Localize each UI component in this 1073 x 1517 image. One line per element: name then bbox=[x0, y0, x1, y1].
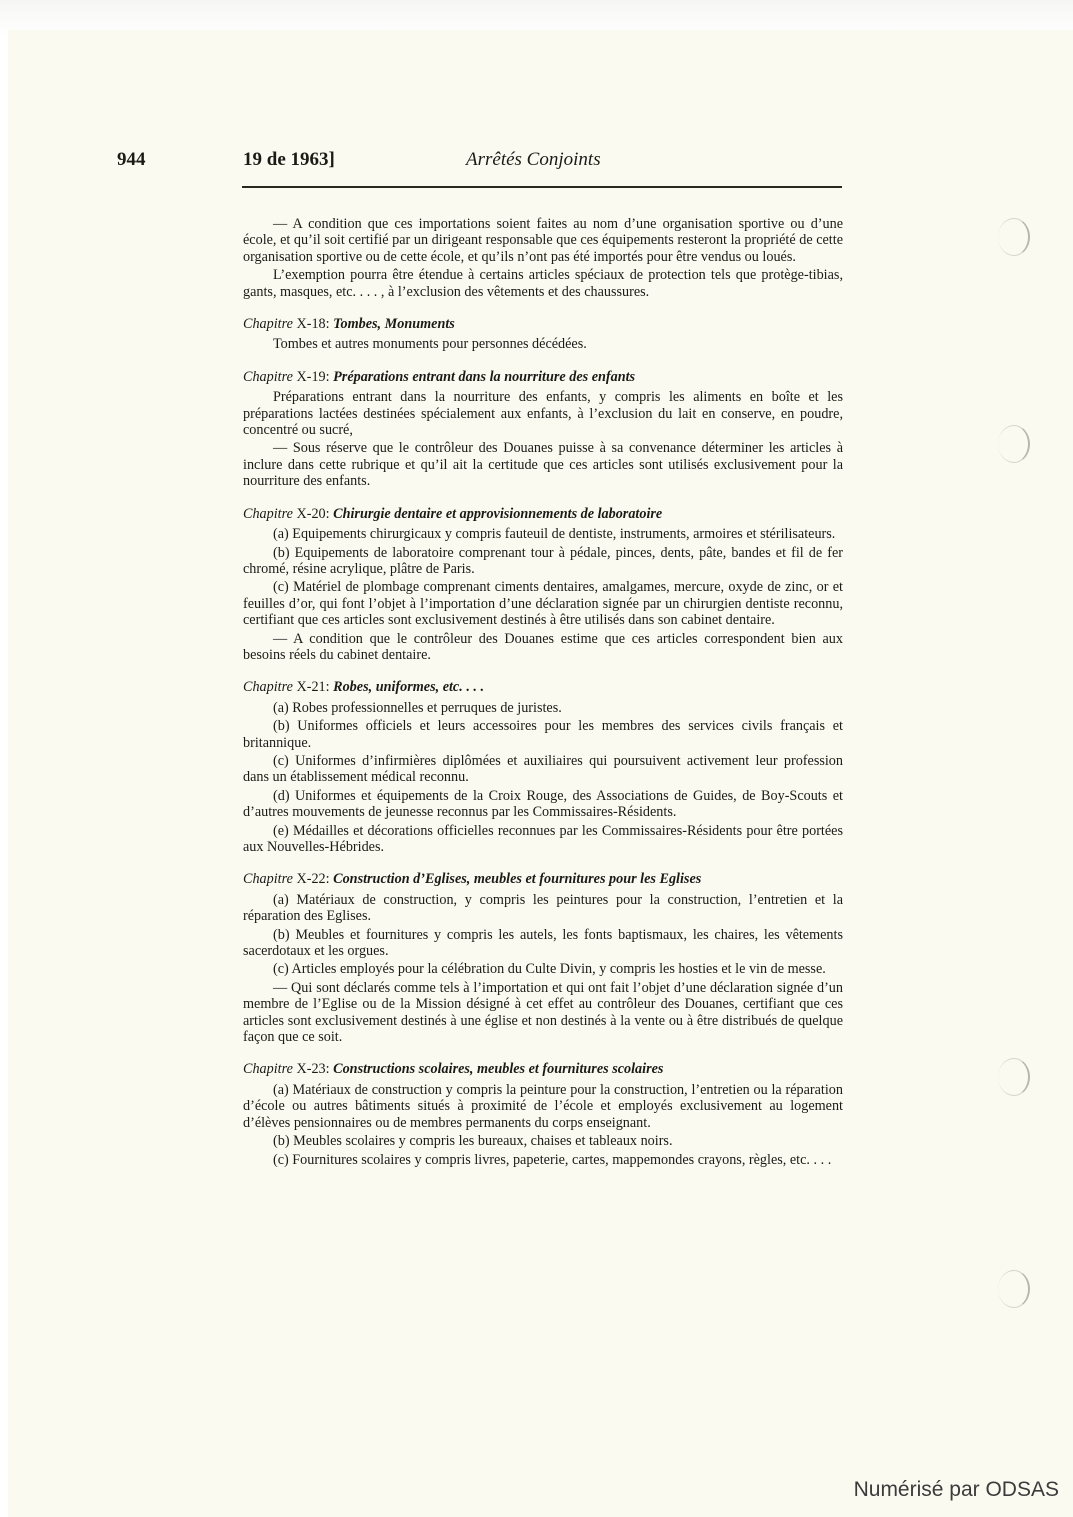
chapter-paragraph: (c) Uniformes d’infirmières diplômées et auxiliaires qui poursuivent activement leur profession dans un établissement médical reconnu. bbox=[243, 752, 843, 786]
document-body bbox=[243, 216, 843, 1168]
chapter-word: Chapitre bbox=[243, 679, 293, 696]
chapter-title: Constructions scolaires, meubles et fournitures scolaires bbox=[333, 1061, 664, 1078]
header-year: 19 de 1963] bbox=[243, 149, 335, 170]
chapter-title: Robes, uniformes, etc. . . . bbox=[333, 679, 485, 696]
chapter-word: Chapitre bbox=[243, 871, 293, 888]
chapter-number: X-20: bbox=[296, 505, 330, 522]
chapter-number: X-18: bbox=[296, 316, 330, 333]
chapter-heading-x20 bbox=[243, 506, 843, 522]
chapter-title: Construction d’Eglises, meubles et fournitures pour les Eglises bbox=[333, 871, 702, 888]
page-header bbox=[0, 149, 1073, 179]
chapter-heading-x22 bbox=[243, 871, 843, 887]
binder-hole-2 bbox=[998, 425, 1030, 463]
running-title: Arrêtés Conjoints bbox=[466, 149, 601, 170]
chapter-paragraph: (a) Robes professionnelles et perruques de juristes. bbox=[273, 699, 562, 716]
chapter-number: X-21: bbox=[296, 679, 330, 696]
chapter-number: X-22: bbox=[296, 871, 330, 888]
intro-paragraph: L’exemption pourra être étendue à certains articles spéciaux de protection tels que protège-tibias, gants, masques, etc. . . . , à l’exclusion des vêtements et des chaussures. bbox=[243, 267, 843, 300]
chapter-paragraph: — Sous réserve que le contrôleur des Douanes puisse à sa convenance déterminer les articles à inclure dans cette rubrique et qu’il ait la certitude que ces articles sont utilisés exclusivement pour la nourriture des enfants. bbox=[243, 440, 843, 490]
binder-hole-1 bbox=[998, 218, 1030, 256]
intro-paragraph: — A condition que ces importations soient faites au nom d’une organisation sportive ou d’une école, et qu’il soit certifié par un dirigeant responsable que ces équipements resteront la propriété de cette organisation sportive ou de cette école, et qu’ils n’ont pas été importés pour être vendus ou loués. bbox=[243, 216, 843, 265]
chapter-paragraph: — Qui sont déclarés comme tels à l’importation et qui ont fait l’objet d’une déclaration signée d’un membre de l’Eglise ou de la Mission désigné à cet effet au contrôleur des Douanes, certifiant que ces articles sont exclusivement destinés à une église et non destinés à la vente ou à être distribués de quelque façon que ce soit. bbox=[243, 979, 843, 1046]
chapter-paragraph: (a) Equipements chirurgicaux y compris fauteuil de dentiste, instruments, armoires et stérilisateurs. bbox=[273, 526, 836, 543]
chapter-word: Chapitre bbox=[243, 316, 293, 333]
chapter-word: Chapitre bbox=[243, 1061, 293, 1078]
chapter-title: Tombes, Monuments bbox=[333, 316, 455, 333]
binder-hole-4 bbox=[998, 1270, 1030, 1308]
chapter-paragraph: (e) Médailles et décorations officielles reconnues par les Commissaires-Résidents pour être portées aux Nouvelles-Hébrides. bbox=[243, 822, 843, 855]
chapter-number: X-23: bbox=[296, 1061, 330, 1078]
digitization-credit: Numérisé par ODSAS bbox=[853, 1478, 1059, 1501]
chapter-paragraph: (b) Uniformes officiels et leurs accessoires pour les membres des services civils français et britannique. bbox=[243, 718, 843, 751]
chapter-paragraph: Tombes et autres monuments pour personnes décédées. bbox=[273, 336, 587, 353]
chapter-title: Chirurgie dentaire et approvisionnements de laboratoire bbox=[333, 505, 663, 522]
chapter-paragraph: (c) Fournitures scolaires y compris livres, papeterie, cartes, mappemondes crayons, règles, etc. . . . bbox=[273, 1151, 832, 1168]
chapter-paragraph: (b) Equipements de laboratoire comprenant tour à pédale, pinces, dents, pâte, bandes et fil de fer chromé, résine acrylique, plâtre de Paris. bbox=[243, 544, 843, 577]
chapter-title: Préparations entrant dans la nourriture des enfants bbox=[333, 368, 636, 385]
chapter-paragraph: (c) Articles employés pour la célébration du Culte Divin, y compris les hosties et le vin de messe. bbox=[273, 961, 826, 978]
chapter-paragraph: Préparations entrant dans la nourriture des enfants, y compris les aliments en boîte et les préparations lactées destinées spécialement aux enfants, à l’exclusion du lait en conserve, en poudre, concentré ou sucré, bbox=[243, 389, 843, 439]
chapter-heading-x23 bbox=[243, 1061, 843, 1077]
header-rule bbox=[242, 186, 842, 188]
chapter-paragraph: (a) Matériaux de construction y compris la peinture pour la construction, l’entretien ou la réparation d’école ou autres bâtiments situés à proximité de l’école et employés exclusivement au logement d’élèves pensionnaires ou de membres permanents du corps enseignant. bbox=[243, 1081, 843, 1131]
chapter-word: Chapitre bbox=[243, 505, 293, 522]
chapter-number: X-19: bbox=[296, 368, 330, 385]
chapter-paragraph: — A condition que le contrôleur des Douanes estime que ces articles correspondent bien aux besoins réels du cabinet dentaire. bbox=[243, 630, 843, 663]
chapter-heading-x18 bbox=[243, 316, 843, 332]
chapter-paragraph: (d) Uniformes et équipements de la Croix Rouge, des Associations de Guides, de Boy-Scouts et d’autres mouvements de jeunesse reconnus par les Commissaires-Résidents. bbox=[243, 787, 843, 821]
chapter-paragraph: (b) Meubles et fournitures y compris les autels, les fonts baptismaux, les chaires, les vêtements sacerdotaux et les orgues. bbox=[243, 926, 843, 960]
chapter-heading-x19 bbox=[243, 369, 843, 385]
page-number: 944 bbox=[117, 149, 146, 170]
binder-hole-3 bbox=[998, 1058, 1030, 1096]
chapter-paragraph: (c) Matériel de plombage comprenant ciments dentaires, amalgames, mercure, oxyde de zinc, or et feuilles d’or, qui font l’objet à l’importation d’une déclaration signée par un chirurgien dentiste reconnu, certifiant que ces articles sont exclusivement destinés à être utilisés dans son cabinet dentaire. bbox=[243, 579, 843, 629]
chapter-word: Chapitre bbox=[243, 368, 293, 385]
chapter-paragraph: (b) Meubles scolaires y compris les bureaux, chaises et tableaux noirs. bbox=[273, 1133, 673, 1150]
chapter-paragraph: (a) Matériaux de construction, y compris les peintures pour la construction, l’entretien et la réparation des Eglises. bbox=[243, 891, 843, 925]
chapter-heading-x21 bbox=[243, 679, 843, 695]
